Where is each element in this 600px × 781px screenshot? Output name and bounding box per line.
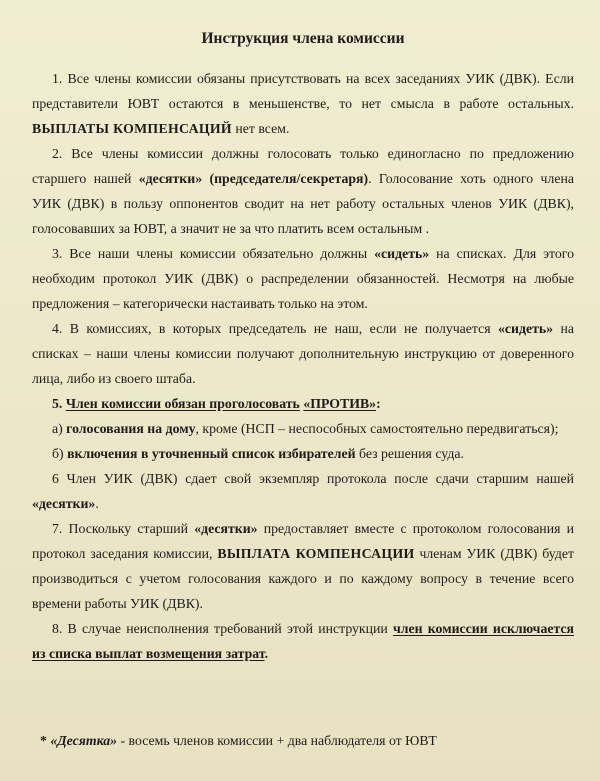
- paragraph-2: [32, 141, 574, 241]
- paragraph-4-lead: 4. В комиссиях, в которых председатель не наш, если не получается: [52, 321, 491, 336]
- paragraph-5-bold: «ПРОТИВ»: [303, 396, 377, 411]
- paragraph-1: [32, 66, 574, 141]
- paragraph-6: [32, 466, 574, 516]
- paragraph-4: [32, 316, 574, 391]
- paragraph-7-bold-1: «десятки»: [194, 521, 258, 536]
- paragraph-1-tail: нет всем.: [235, 121, 290, 136]
- paragraph-5: [32, 391, 574, 416]
- paragraph-8: [32, 616, 574, 666]
- paragraph-8-bold: член комиссии исключается из списка выплат возмещения затрат: [32, 621, 574, 661]
- paragraph-2-tail: . Голосование хоть одного члена УИК (ДВК) в пользу оппонентов сводит на нет работу остальных членов УИК (ДВК), голосовавших за ЮВТ, а значит не за что платить всем остальным .: [32, 171, 574, 236]
- paragraph-5b-bold: включения в уточненный список избирателей: [67, 446, 356, 461]
- document-title: Инструкция члена комиссии: [201, 30, 405, 47]
- paragraph-5-num: 5.: [52, 396, 63, 411]
- paragraph-7-lead: 7. Поскольку старший: [52, 521, 189, 536]
- paragraph-7-tail: членам УИК (ДВК) будет производиться с учетом голосования каждого и по каждому вопросу в течение всего времени работы УИК (ДВК).: [32, 546, 575, 611]
- paragraph-2-lead: 2. Все члены комиссии должны голосовать только единогласно по предложению старшего нашей: [32, 146, 574, 186]
- paragraph-5b: [32, 441, 574, 466]
- paragraph-3: [32, 241, 574, 316]
- paragraph-7: [32, 516, 574, 616]
- paragraph-4-bold: «сидеть»: [498, 321, 554, 336]
- paragraph-3-bold: «сидеть»: [374, 246, 430, 261]
- paragraph-2-bold: «десятки» (председателя/секретаря): [138, 171, 369, 186]
- paragraph-5-tail: :: [376, 396, 381, 411]
- paragraph-5-underlined: Член комиссии обязан проголосовать: [65, 396, 300, 411]
- paragraph-6-bold: «десятки»: [32, 496, 96, 511]
- paragraph-1-text: 1. Все члены комиссии обязаны присутствовать на всех заседаниях УИК (ДВК). Если представители ЮВТ остаются в меньшенстве, то нет смысла в работе остальных.: [32, 71, 574, 111]
- paragraph-7-bold-2: ВЫПЛАТА КОМПЕНСАЦИИ: [217, 546, 415, 561]
- paragraph-4-tail: на списках – наши члены комиссии получают дополнительную инструкцию от доверенного лица, либо из своего штаба.: [32, 321, 575, 386]
- footnote: [40, 733, 437, 749]
- paragraph-5a-lead: а): [52, 421, 63, 436]
- footnote-term: «Десятка»: [50, 733, 118, 748]
- paragraph-5a: [32, 416, 574, 441]
- paragraph-5a-bold: голосования на дому: [66, 421, 196, 436]
- paragraph-8-tail: .: [264, 646, 269, 661]
- paragraph-8-lead: 8. В случае неисполнения требований этой инструкции: [52, 621, 388, 636]
- paragraph-3-lead: 3. Все наши члены комиссии обязательно должны: [52, 246, 368, 261]
- paragraph-7-mid: предоставляет вместе с протоколом голосования и протокол заседания комиссии,: [32, 521, 574, 561]
- paragraph-5b-tail: без решения суда.: [358, 446, 464, 461]
- footnote-text: - восемь членов комиссии + два наблюдателя от ЮВТ: [120, 733, 437, 748]
- paragraph-1-bold: ВЫПЛАТЫ КОМПЕНСАЦИЙ: [32, 121, 232, 136]
- paragraph-6-tail: .: [95, 496, 99, 511]
- paragraph-3-tail: на списках. Для этого необходим протокол УИК (ДВК) о распределении обязанностей. Несмотря на любые предложения – категорически настаивать только на этом.: [32, 246, 575, 311]
- footnote-star: *: [40, 733, 47, 748]
- paragraph-5b-lead: б): [52, 446, 64, 461]
- paragraph-5a-tail: , кроме (НСП – неспособных самостоятельно передвигаться);: [195, 421, 559, 436]
- paragraph-6-lead: 6 Член УИК (ДВК) сдает свой экземпляр протокола после сдачи старшим нашей: [52, 471, 574, 486]
